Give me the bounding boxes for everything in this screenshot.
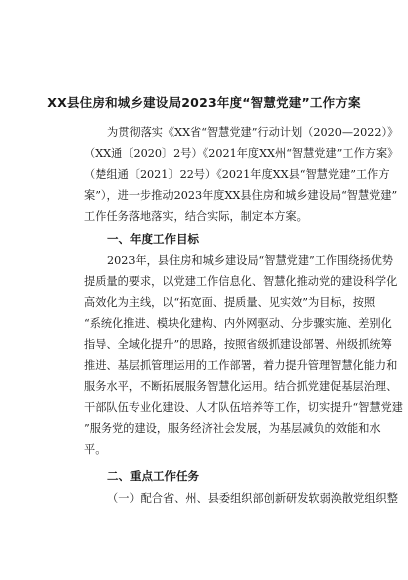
- section2-line: （一）配合省、州、县委组织部创新研发软弱涣散党组织整: [107, 492, 398, 505]
- intro-line: （XX通〔2020〕2号）《2021年度XX州“智慧党建”工作方案》: [84, 147, 399, 160]
- section1-line: 干部队伍专业化建设、人才队伍培养等工作，切实提升“智慧党建: [84, 401, 403, 414]
- section1-line: ”服务党的建设，服务经济社会发展，为基层减负的效能和水: [84, 422, 381, 435]
- section-heading-2: 二、重点工作任务: [107, 469, 199, 483]
- section1-line: 平。: [84, 443, 107, 456]
- intro-line: 案”），进一步推动2023年度XX县住房和城乡建设局“智慧党建”: [84, 189, 398, 202]
- intro-line: 工作任务落地落实，结合实际，制定本方案。: [84, 210, 308, 223]
- section1-line: 推进、基层抓管理运用的工作部署，着力提升管理智慧化能力和: [84, 359, 398, 372]
- section1-line: 2023年，县住房和城乡建设局“智慧党建”工作围绕扬优势: [107, 254, 394, 267]
- section1-line: 高效化为主线，以“拓宽面、提质量、见实效”为目标，按照: [84, 296, 376, 309]
- section1-line: 提质量的要求，以党建工作信息化、智慧化推动党的建设科学化: [84, 275, 398, 288]
- section-heading-1: 一、年度工作目标: [107, 232, 199, 246]
- section1-line: 服务水平，不断拓展服务智慧化运用。结合抓党建促基层治理、: [84, 380, 398, 393]
- section1-line: 指导、全域化提升”的思路，按照省级抓建设部署、州级抓统筹: [84, 338, 392, 351]
- document-title: XX县住房和城乡建设局2023年度“智慧党建”工作方案: [47, 95, 361, 110]
- intro-line: 为贯彻落实《XX省“智慧党建”行动计划（2020—2022）》: [107, 126, 399, 139]
- intro-line: （楚组通〔2021〕22号）《2021年度XX县“智慧党建”工作方: [84, 168, 390, 181]
- section1-line: “系统化推进、模块化建构、内外网驱动、分步骤实施、差别化: [84, 317, 392, 330]
